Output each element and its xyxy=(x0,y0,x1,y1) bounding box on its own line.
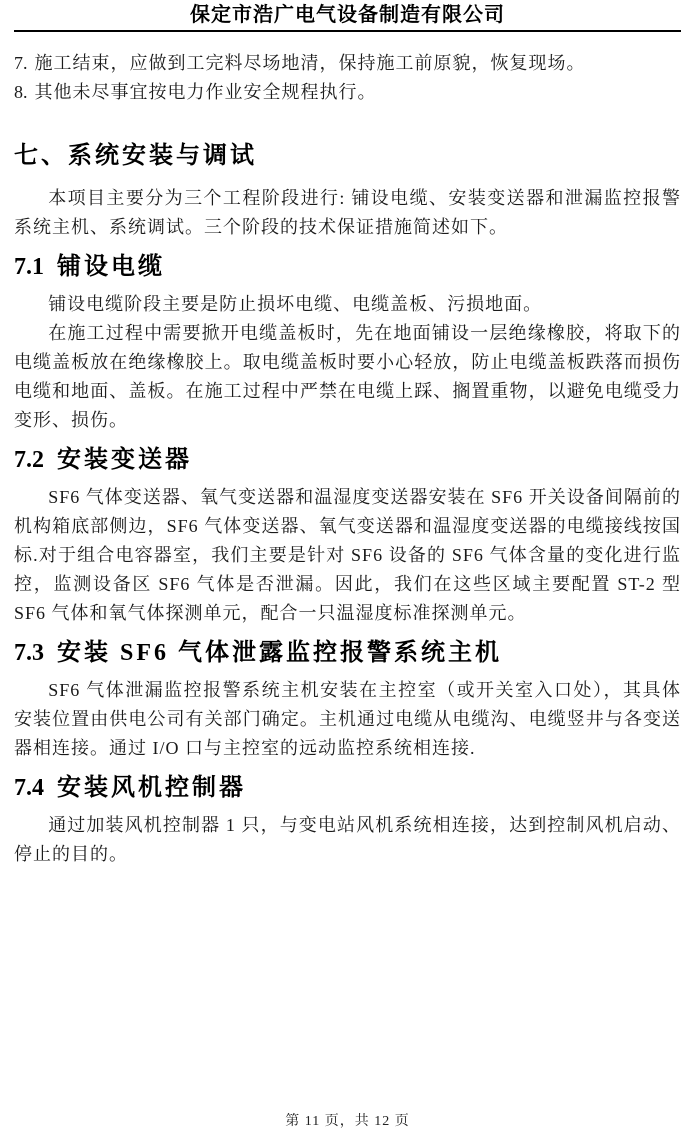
subsection-heading-7-3 xyxy=(14,638,681,668)
section-heading: 七、系统安装与调试 xyxy=(14,143,257,169)
list-item-number: 8. xyxy=(14,82,28,102)
list-item xyxy=(14,49,681,78)
subsection-7-4 xyxy=(14,773,681,869)
subsection-title: 铺设电缆 xyxy=(57,254,165,280)
subsection-7-3 xyxy=(14,638,681,763)
list-item-text: 其他未尽事宜按电力作业安全规程执行。 xyxy=(34,82,377,102)
body-paragraph: 在施工过程中需要掀开电缆盖板时，先在地面铺设一层绝缘橡胶，将取下的电缆盖板放在绝缘橡胶上。取电缆盖板时要小心轻放，防止电缆盖板跌落而损伤电缆和地面、盖板。在施工过程中严禁在电缆上踩、搁置重物，以避免电缆受力变形、损伤。 xyxy=(14,323,681,430)
subsection-number: 7.3 xyxy=(14,640,44,666)
subsection-number: 7.1 xyxy=(14,254,44,280)
body-paragraph: SF6 气体泄漏监控报警系统主机安装在主控室（或开关室入口处），其具体安装位置由供电公司有关部门确定。主机通过电缆从电缆沟、电缆竖井与各变送器相连接。通过 I/O 口与主控室的远动监控系统相连接. xyxy=(14,680,681,758)
subsection-title: 安装变送器 xyxy=(57,447,192,473)
subsection-title: 安装 SF6 气体泄露监控报警系统主机 xyxy=(57,640,503,666)
body-paragraph: SF6 气体变送器、氧气变送器和温湿度变送器安装在 SF6 开关设备间隔前的机构箱底部侧边，SF6 气体变送器、氧气变送器和温湿度变送器的电缆接线按国标.对于组合电容器室，我们主要是针对 SF6 设备的 SF6 气体含量的变化进行监控，监测设备区 SF6 气体是否泄漏。因此，我们在这些区域主要配置 ST-2 型 SF6 气体和氧气体探测单元，配合一只温湿度标准探测单元。 xyxy=(14,487,681,623)
section-intro-paragraph: 本项目主要分为三个工程阶段进行: 铺设电缆、安装变送器和泄漏监控报警系统主机、系统调试。三个阶段的技术保证措施简述如下。 xyxy=(14,188,681,237)
subsection-heading-7-1 xyxy=(14,252,681,282)
subsection-number: 7.4 xyxy=(14,775,44,801)
subsection-7-1 xyxy=(14,252,681,435)
subsection-heading-7-2 xyxy=(14,445,681,475)
list-item xyxy=(14,78,681,107)
page-header xyxy=(14,3,681,32)
body-paragraph: 铺设电缆阶段主要是防止损坏电缆、电缆盖板、污损地面。 xyxy=(48,294,543,314)
subsection-7-2 xyxy=(14,445,681,628)
subsection-number: 7.2 xyxy=(14,447,44,473)
page-number: 第 11 页，共 12 页 xyxy=(285,1114,410,1129)
subsection-heading-7-4 xyxy=(14,773,681,803)
numbered-list xyxy=(14,49,681,107)
body-paragraph: 通过加装风机控制器 1 只，与变电站风机系统相连接，达到控制风机启动、停止的目的。 xyxy=(14,815,681,864)
subsection-title: 安装风机控制器 xyxy=(57,775,246,801)
company-name: 保定市浩广电气设备制造有限公司 xyxy=(190,4,505,26)
list-item-text: 施工结束，应做到工完料尽场地清，保持施工前原貌，恢复现场。 xyxy=(34,53,586,73)
page-footer xyxy=(0,1110,695,1130)
list-item-number: 7. xyxy=(14,53,28,73)
